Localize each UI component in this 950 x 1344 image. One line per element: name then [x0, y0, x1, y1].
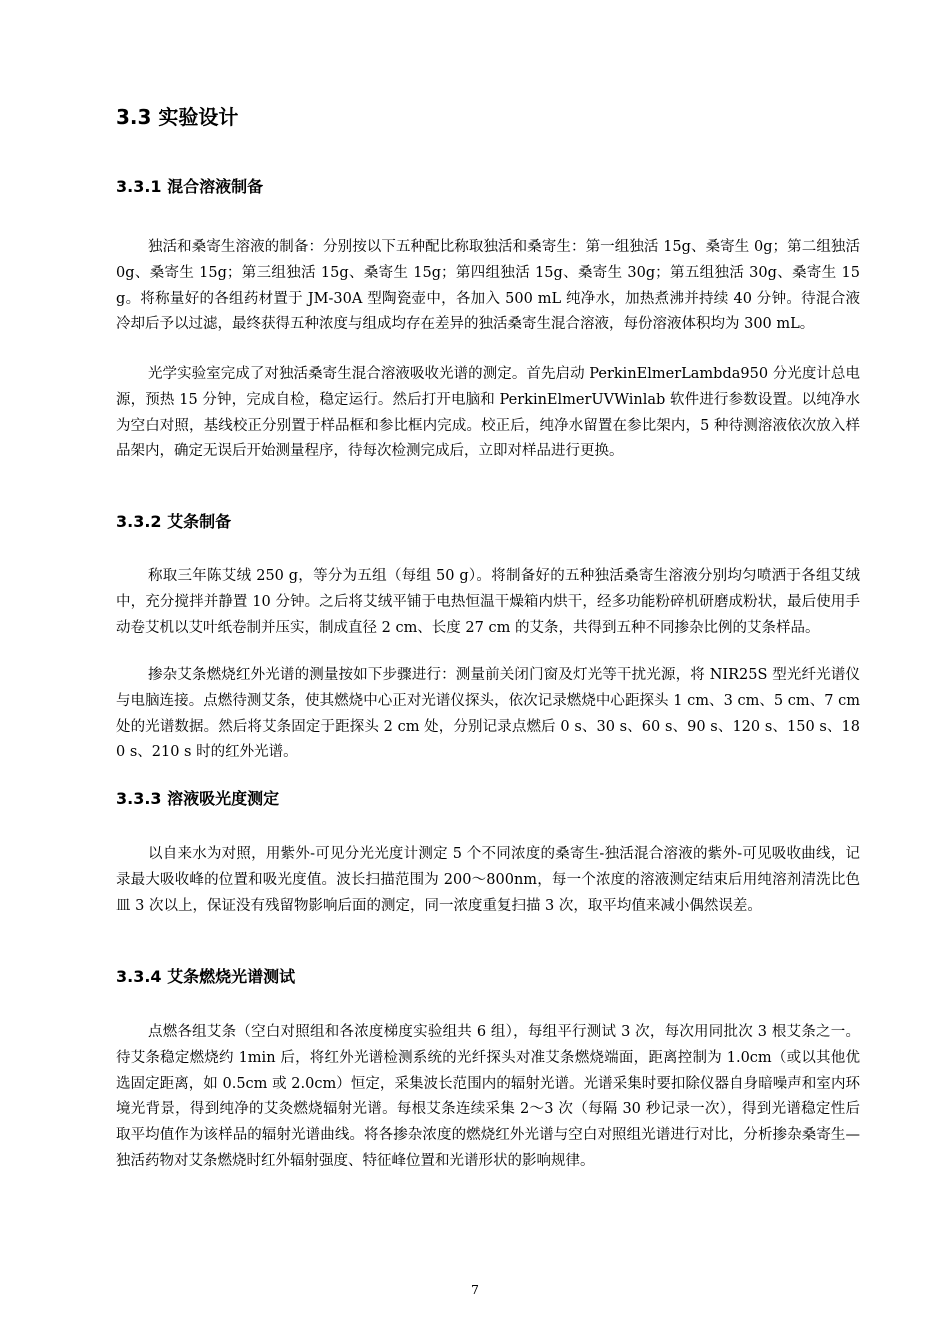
paragraph: 称取三年陈艾绒 250 g，等分为五组（每组 50 g）。将制备好的五种独活桑寄生溶液分别均匀喷洒于各组艾绒中，充分搅拌并静置 10 分钟。之后将艾绒平铺于电热恒温干燥箱内烘干，经多功能粉碎机研磨成粉状，最后使用手动卷艾机以艾叶纸卷制并压实，制成直径 2 cm、长度 27 cm 的艾条，共得到五种不同掺杂比例的艾条样品。	[116, 568, 860, 636]
subsection-heading-3-3-4: 3.3.4 艾条燃烧光谱测试	[116, 967, 296, 986]
page-number: 7	[471, 1282, 479, 1297]
paragraph: 掺杂艾条燃烧红外光谱的测量按如下步骤进行：测量前关闭门窗及灯光等干扰光源，将 NIR25S 型光纤光谱仪与电脑连接。点燃待测艾条，使其燃烧中心正对光谱仪探头，依次记录燃烧中心距探头 1 cm、3 cm、5 cm、7 cm 处的光谱数据。然后将艾条固定于距探头 2 cm 处，分别记录点燃后 0 s、30 s、60 s、90 s、120 s、150 s、180 s、210 s 时的红外光谱。	[116, 667, 860, 761]
paragraph: 光学实验室完成了对独活桑寄生混合溶液吸收光谱的测定。首先启动 PerkinElmerLambda950 分光度计总电源，预热 15 分钟，完成自检，稳定运行。然后打开电脑和 PerkinElmerUVWinlab 软件进行参数设置。以纯净水为空白对照，基线校正分别置于样品框和参比框内完成。校正后，纯净水留置在参比架内，5 种待测溶液依次放入样品架内，确定无误后开始测量程序，待每次检测完成后，立即对样品进行更换。	[116, 366, 860, 460]
paragraph: 以自来水为对照，用紫外-可见分光光度计测定 5 个不同浓度的桑寄生-独活混合溶液的紫外-可见吸收曲线，记录最大吸收峰的位置和吸光度值。波长扫描范围为 200～800nm，每一个浓度的溶液测定结束后用纯溶剂清洗比色皿 3 次以上，保证没有残留物影响后面的测定，同一浓度重复扫描 3 次，取平均值来减小偶然误差。	[116, 846, 860, 914]
paragraph: 独活和桑寄生溶液的制备：分别按以下五种配比称取独活和桑寄生：第一组独活 15g、桑寄生 0g；第二组独活 0g、桑寄生 15g；第三组独活 15g、桑寄生 15g；第四组独活 15g、桑寄生 30g；第五组独活 30g、桑寄生 15g。将称量好的各组药材置于 JM-30A 型陶瓷壶中，各加入 500 mL 纯净水，加热煮沸并持续 40 分钟。待混合液冷却后予以过滤，最终获得五种浓度与组成均存在差异的独活桑寄生混合溶液，每份溶液体积均为 300 mL。	[116, 239, 860, 333]
paragraph: 点燃各组艾条（空白对照组和各浓度梯度实验组共 6 组），每组平行测试 3 次，每次用同批次 3 根艾条之一。待艾条稳定燃烧约 1min 后，将红外光谱检测系统的光纤探头对准艾条燃烧端面，距离控制为 1.0cm（或以其他优选固定距离，如 0.5cm 或 2.0cm）恒定，采集波长范围内的辐射光谱。光谱采集时要扣除仪器自身暗噪声和室内环境光背景，得到纯净的艾灸燃烧辐射光谱。每根艾条连续采集 2～3 次（每隔 30 秒记录一次），得到光谱稳定性后取平均值作为该样品的辐射光谱曲线。将各掺杂浓度的燃烧红外光谱与空白对照组光谱进行对比，分析掺杂桑寄生—独活药物对艾条燃烧时红外辐射强度、特征峰位置和光谱形状的影响规律。	[116, 1024, 860, 1169]
section-title: 3.3 实验设计	[116, 105, 239, 129]
subsection-heading-3-3-2: 3.3.2 艾条制备	[116, 512, 232, 531]
subsection-heading-3-3-3: 3.3.3 溶液吸光度测定	[116, 789, 280, 808]
subsection-heading-3-3-1: 3.3.1 混合溶液制备	[116, 177, 264, 196]
